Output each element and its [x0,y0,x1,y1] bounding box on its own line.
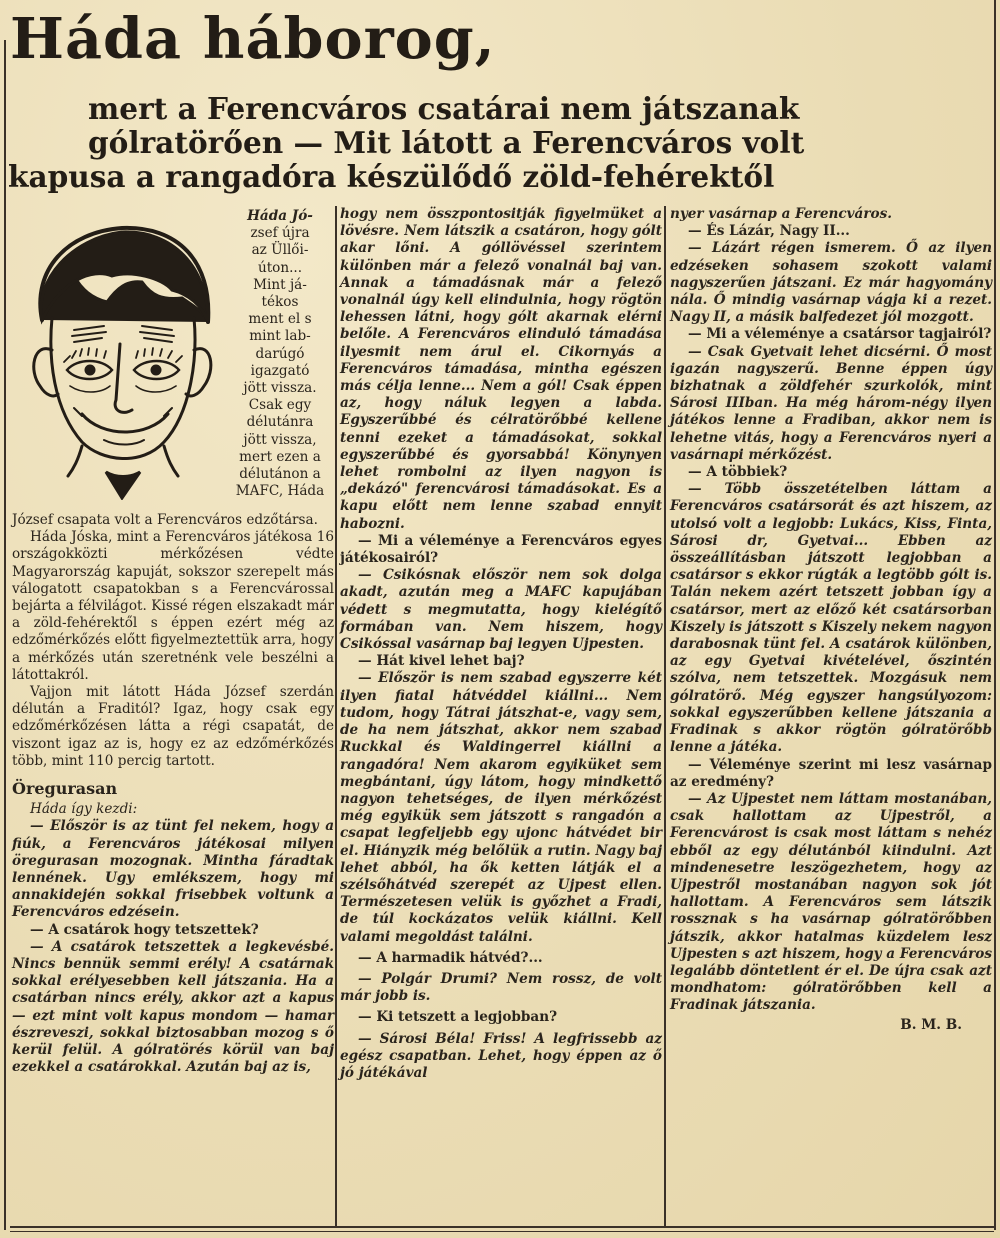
question: — A csatárok hogy tetszettek? [30,921,259,938]
paragraph: — Először is nem szabad egyszerre két ilyen fiatal hátvéddel kiállni... Nem tudom, hogy Tátrai játszhat-e, vagy sem, de ha nem játszhat, akkor nem szabad Ruckkal és Waldingerrel kiállni a rangadóra! Nem akarom egyiküket sem megbántani, úgy látom, hogy mindkettő nagyon tehetséges, de ilyen mérkőzést még egyikük sem játszott s rangadón a csapat legfeljebb egy ujonc hátvédet bir el. Hiányzik még belőlük a rutin. Nagy baj lehet abból, ha ők ketten látják el a szélsőhátvéd szerepét az Ujpest ellen. Természetesen velük is győzhet a Fradi, de túl kockázatos velük kiállni. Kell valami megoldást találni. [340,670,662,945]
intro-line: délutánon a [239,466,321,483]
paragraph: — Csak Gyetvait lehet dicsérni. Ő most igazán nagyszerű. Benne éppen úgy bizhatnak a zöldfehér szurkolók, mint Sárosi IIIban. Ha még három-négy ilyen játékos lenne a Fradiban, akkor nem is lehetne vitás, hogy a Ferencváros nyeri a vasárnapi mérkőzést. [670,343,992,463]
paragraph: — Az Ujpestet nem láttam mostanában, csak hallottam az Ujpestről, a Ferencvárost is csak most láttam s nehéz ebből az egy délutánból kiindulni. Azt mindenesetre leszögezhetem, hogy az Ujpestről mostanában nagyon sok jót hallottam. A Ferencváros sem látszik rossznak s ha vasárnap gólratörőbben játszik, akkor hatalmas küzdelem lesz Ujpesten s azt hiszem, hogy a Ferencváros legalább döntetlent ér el. De újra csak azt mondhatom: gólratörőbben kell a Fradinak játszania. [670,790,992,1014]
right-border [994,0,996,1230]
bottom-rule-thin [10,1231,994,1232]
intro-line: Háda Jó- [247,208,313,224]
paragraph: — Sárosi Béla! Friss! A legfrissebb az egész csapatban. Lehet, hogy éppen az ő jó játékával [340,1030,662,1081]
paragraph: Vajjon mit látott Háda József szerdán délután a Fraditól? Igaz, hogy csak egy edzőmérkőzésen látta a régi csapatát, de viszont igaz az is, hogy ez az edzőmérkőzés több, mint 110 percig tartott. [12,684,334,769]
intro-line: úton... [257,259,303,276]
intro-line: igazgató [250,362,310,379]
paragraph: — Több összetételben láttam a Ferencváros csatársorát és azt hiszem, az utolsó volt a legjobb: Lukács, Kiss, Finta, Sárosi dr, Gyetvai... Ebben az összeállításban játszott legjobban a csatársor s ekkor rúgták a legtöbb gólt is. Talán nekem azért tetszett jobban így a csatársor, mert az előző két csatársorban Kiszely is játszott s Kiszely nekem nagyon darabosnak tünt fel. A csatárok különben, az egy Gyetvai kivételével, őszintén szólva, nem tetszettek. Mozgásuk nem gólratörő. Még egyszer hangsúlyozom: sokkal egyszerűbben kellene játszania a Fradinak s akkor rögtön gólratörőbb lenne a játéka. [670,481,992,756]
intro-line: darúgó [255,345,305,362]
intro-line: zsef újra [250,225,310,242]
intro-line: jött vissza. [243,380,317,397]
question: — Mi a véleménye a Ferencváros egyes játékosairól? [340,532,662,567]
paragraph: — Lázárt régen ismerem. Ő az ilyen edzéseken sohasem szokott valami nagyszerűen játszani. Ez már hagyomány nála. Ő mindig vasárnap vágja ki a rezet. Nagy II, a másik balfedezet jól mozgott. [670,240,992,326]
subheadline-line-2: gólratörően — Mit látott a Ferencváros volt [88,126,805,161]
intro-line: MAFC, Háda [235,483,325,500]
column-rule-2 [664,206,666,1228]
question: — Ki tetszett a legjobban? [358,1009,558,1026]
intro-line: Csak egy [248,397,312,414]
question: — Mi a véleménye a csatársor tagjairól? [688,326,992,343]
paragraph: nyer vasárnap a Ferencváros. [670,206,892,222]
column-3 [670,206,992,1034]
intro-line: mert ezen a [239,448,321,465]
bottom-rule [10,1226,994,1228]
headline: Háda háborog, [10,6,496,72]
question: — És Lázár, Nagy II... [688,223,850,240]
intro-tail: József csapata volt a Ferencváros edzőtársa. [12,512,318,528]
paragraph: — Csikósnak először nem sok dolga akadt, azután meg a MAFC kapujában védett s megmutatta, hogy kielégítő formában van. Nem hiszem, hogy Csikóssal vasárnap baj legyen Ujpesten. [340,567,662,653]
question: — Véleménye szerint mi lesz vasárnap az eredmény? [670,756,992,790]
subheadline-line-1: mert a Ferencváros csatárai nem játszanak [88,92,800,127]
intro-line: tékos [261,294,299,311]
intro-line: jött vissza, [243,431,317,448]
paragraph: Háda így kezdi: [30,801,138,818]
paragraph: Háda Jóska, mint a Ferencváros játékosa 16 országokközti mérkőzésen védte Magyarország kapuját, sokszor szerepelt más válogatott csapatokban s a Ferencvárossal bejárta a félvilágot. Kissé régen elszakadt már a zöld-fehérektől s éppen ezért még az edzőmérkőzés előtt figyelmeztettük arra, hogy a mérkőzés után szeretnénk vele beszélni a látottakról. [12,529,334,683]
intro-line: ment el s [248,311,312,328]
paragraph: — Polgár Drumi? Nem rossz, de volt már jobb is. [340,970,662,1005]
section-heading: Öregurasan [12,779,118,799]
paragraph: — Először is az tünt fel nekem, hogy a fiúk, a Ferencváros játékosai milyen öregurasan mozognak. Mintha fáradtak lennének. Ugy emlékszem, hogy mi annakidején sokkal frisebbek voltunk a Ferencváros edzésein. [12,818,334,921]
paragraph: — A csatárok tetszettek a legkevésbé. Nincs bennük semmi erély! A csatárnak sokkal erélyesebben kell játszania. Ha a csatárban nincs erély, akkor azt a kapus — ezt mint volt kapus mondom — hamar észreveszi, sokkal biztosabban mozog s ő kerül felül. A gólratörés körül van baj ezekkel a csatárokkal. Azután baj az is, [12,938,334,1076]
question: — A többiek? [688,464,788,481]
intro-line: az Üllői- [251,242,309,259]
intro-line: Mint já- [253,276,307,293]
paragraph: hogy nem összpontositják figyelmüket a lövésre. Nem látszik a csatáron, hogy gólt akar lőni. A góllövéssel szerintem különben már a felező vonalnál baj van. Annak a támadásnak már a felező vonalnál úgy kell elindulnia, hogy rögtön lehessen látni, hogy gólt akarnak elérni belőle. A Ferencváros elinduló támadása ilyesmit nem árul el. Cikornyás a Ferencváros támadása, mintha egészen más célja lenne... Nem a gól! Csak éppen az, hogy náluk legyen a labda. Egyszerűbbé és célratörőbbé kellene tenni ezeket a támadásokat, sokkal egyszerűbbé és gyorsabbá! Könynyen lehet rombolni az ilyen nagyon is „dekázó" ferencvárosi támadásokat. Es a kapu előtt nem lenne szabad ennyit habozni. [340,206,662,532]
signature: B. M. B. [900,1016,962,1033]
column-1 [12,206,334,1077]
column-2 [340,206,662,1082]
left-border [4,40,6,1230]
subheadline-line-3: kapusa a rangadóra készülődő zöld-fehérektől [8,160,775,195]
question: — Hát kivel lehet baj? [358,653,525,670]
column-rule-1 [335,206,337,1226]
intro-line: délutánra [246,414,314,431]
question: — A harmadik hátvéd?... [358,949,543,966]
intro-line: mint lab- [249,328,311,345]
